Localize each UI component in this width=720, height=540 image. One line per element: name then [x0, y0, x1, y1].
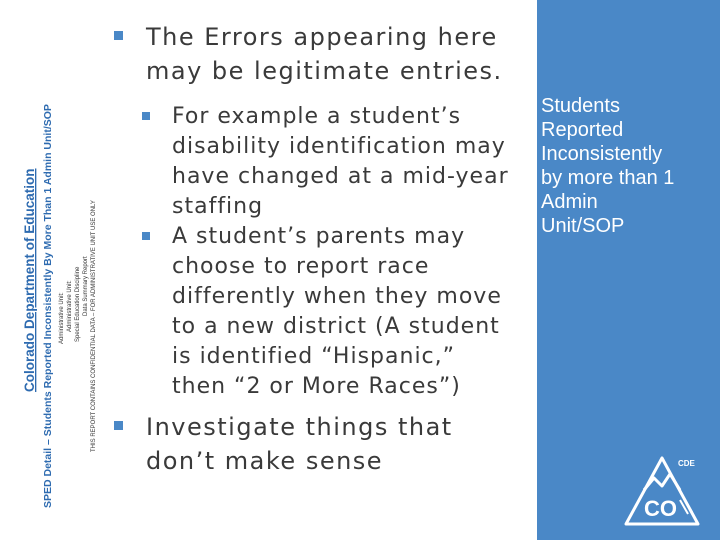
bullet-line: A student’s parents may	[172, 224, 466, 249]
panel-title-line: Inconsistently	[541, 143, 663, 165]
side-notice: THIS REPORT CONTAINS CONFIDENTIAL DATA – FOR ADMINISTRATIVE UNIT USE ONLY	[91, 200, 97, 452]
bullet-line: The Errors appearing here	[146, 23, 498, 51]
sub-bullet-1	[110, 102, 540, 222]
bullet-line: choose to report race	[172, 254, 430, 279]
side-meta-3: Administrative Unit:	[67, 280, 73, 332]
bullet-content	[110, 20, 540, 478]
side-subtitle: SPED Detail – Students Reported Inconsistently By More Than 1 Admin Unit/SOP	[42, 104, 54, 508]
bullet-line: to a new district (A student	[172, 314, 500, 339]
side-meta-1: Special Education Discipline	[75, 266, 81, 342]
bullet-line: may be legitimate entries.	[146, 57, 503, 85]
sub-bullet-2	[110, 222, 540, 402]
cde-logo	[622, 454, 702, 530]
bullet-point-1	[110, 20, 540, 88]
panel-title-line: Reported	[541, 119, 624, 141]
bullet-line: have changed at a mid-year	[172, 164, 509, 189]
logo-small-text: CDE	[678, 459, 695, 468]
panel-title-line: Students	[541, 95, 620, 117]
bullet-line: then “2 or More Races”)	[172, 374, 461, 399]
panel-title	[541, 94, 716, 238]
panel-title-line: Admin	[541, 191, 598, 213]
bullet-line: disability identification may	[172, 134, 506, 159]
bullet-line: differently when they move	[172, 284, 502, 309]
side-meta-2: Data Summary Report	[83, 256, 89, 316]
side-meta-4: Administrative Unit:	[59, 292, 65, 344]
square-bullet-icon	[114, 421, 123, 430]
bullet-line: don’t make sense	[146, 447, 384, 475]
square-bullet-icon	[142, 112, 150, 120]
square-bullet-icon	[114, 31, 123, 40]
logo-text: CO	[644, 496, 677, 521]
side-title: Colorado Department of Education	[22, 168, 37, 392]
panel-title-line: Unit/SOP	[541, 215, 625, 237]
bullet-line: is identified “Hispanic,”	[172, 344, 456, 369]
square-bullet-icon	[142, 232, 150, 240]
bullet-line: staffing	[172, 194, 264, 219]
panel-title-line: by more than 1	[541, 167, 675, 189]
bullet-line: Investigate things that	[146, 413, 453, 441]
bullet-point-2	[110, 410, 540, 478]
side-report-label	[0, 0, 110, 540]
bullet-line: For example a student’s	[172, 104, 462, 129]
